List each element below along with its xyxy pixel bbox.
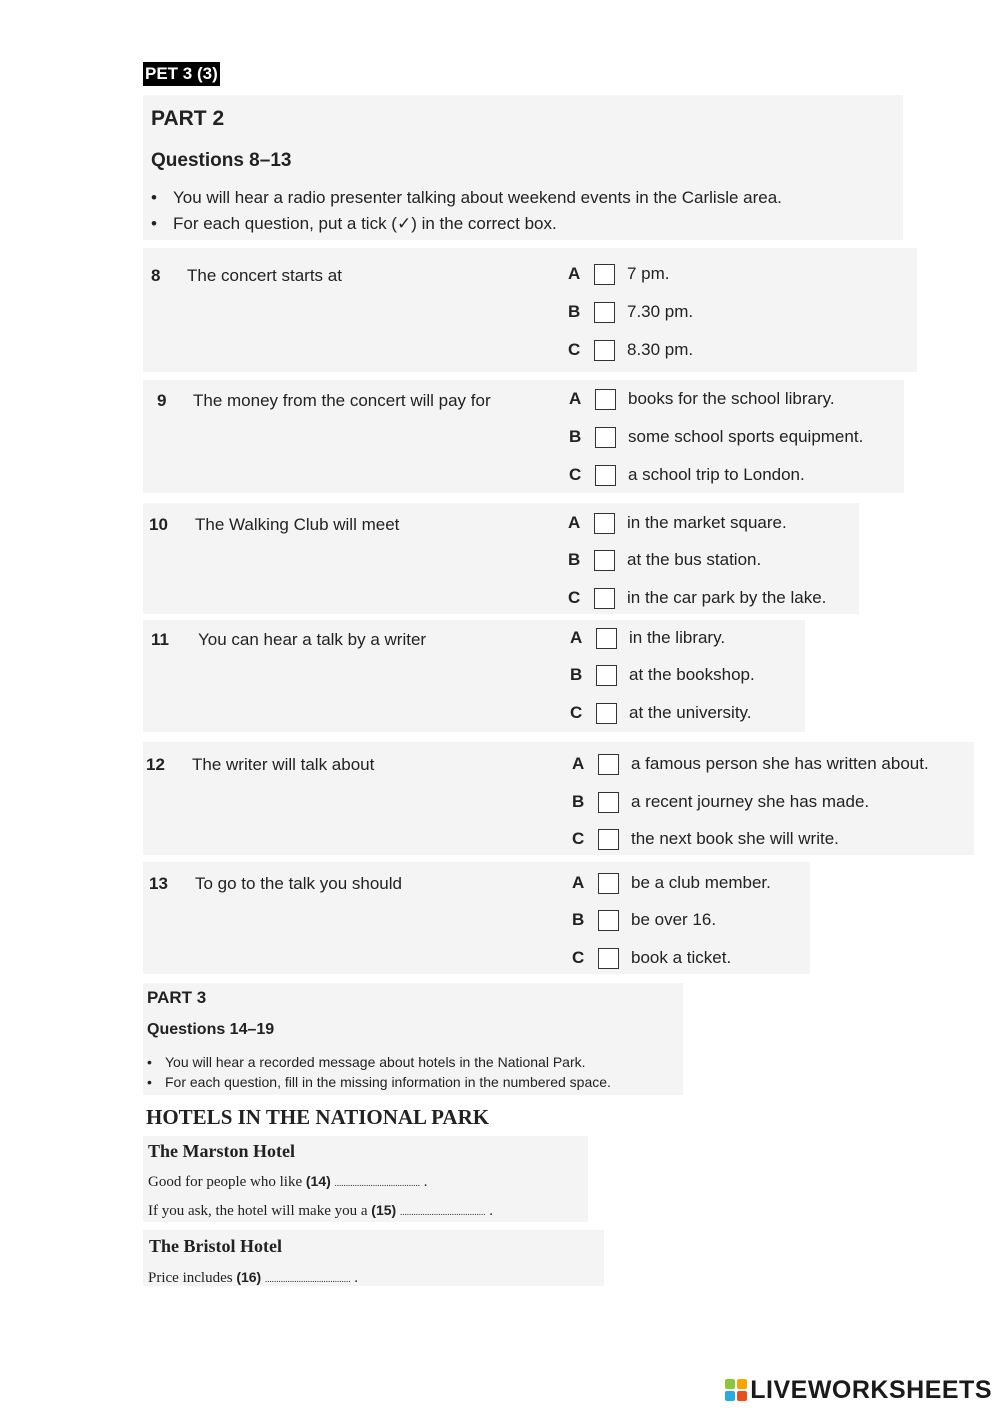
part2-bullet-1: • You will hear a radio presenter talking about weekend events in the Carlisle area. (151, 188, 782, 207)
question-text: The money from the concert will pay for (193, 391, 491, 410)
option-letter: A (572, 754, 585, 773)
tick-box[interactable] (594, 340, 615, 361)
option-text: at the university. (629, 703, 752, 722)
question-number: 10 (149, 515, 168, 534)
part2-questions-range: Questions 8–13 (151, 150, 292, 171)
question-text: To go to the talk you should (195, 874, 402, 893)
option-8a[interactable] (568, 262, 670, 286)
gap-number: (15) (371, 1202, 397, 1218)
option-text: be over 16. (631, 910, 717, 929)
option-letter: B (569, 427, 582, 446)
option-letter: A (569, 389, 582, 408)
part3-title: PART 3 (147, 988, 207, 1007)
option-text: 7.30 pm. (627, 302, 694, 321)
tick-box[interactable] (594, 264, 615, 285)
tick-box[interactable] (595, 465, 616, 486)
option-10b[interactable] (568, 548, 761, 572)
answer-blank-15[interactable]: ...................................... (399, 1207, 486, 1217)
option-letter: B (570, 665, 583, 684)
option-12c[interactable] (572, 827, 839, 851)
option-letter: C (568, 340, 581, 359)
part3-bullet-2: • For each question, fill in the missing information in the numbered space. (147, 1074, 611, 1090)
question-number: 13 (149, 874, 168, 893)
option-text: a famous person she has written about. (631, 754, 929, 773)
option-text: book a ticket. (631, 948, 732, 967)
hotels-heading: HOTELS IN THE NATIONAL PARK (146, 1105, 490, 1129)
option-13a[interactable] (572, 871, 771, 895)
option-9c[interactable] (569, 463, 805, 487)
option-text: the next book she will write. (631, 829, 839, 848)
tick-box[interactable] (598, 754, 619, 775)
option-13c[interactable] (572, 946, 731, 970)
option-11c[interactable] (570, 701, 752, 725)
question-text: The Walking Club will meet (195, 515, 400, 534)
answer-blank-14[interactable]: ...................................... (334, 1178, 421, 1188)
tick-box[interactable] (595, 389, 616, 410)
option-text: books for the school library. (628, 389, 835, 408)
option-8c[interactable] (568, 338, 693, 362)
option-text: at the bus station. (627, 550, 762, 569)
option-13b[interactable] (572, 908, 716, 932)
tick-box[interactable] (596, 703, 617, 724)
part3-bullet-1: • You will hear a recorded message about hotels in the National Park. (147, 1054, 586, 1070)
option-text: be a club member. (631, 873, 771, 892)
option-11a[interactable] (570, 626, 725, 650)
option-8b[interactable] (568, 300, 693, 324)
option-11b[interactable] (570, 663, 755, 687)
gap-number: (16) (236, 1269, 262, 1285)
option-letter: C (572, 948, 585, 967)
option-letter: A (568, 513, 581, 532)
tick-box[interactable] (594, 550, 615, 571)
question-text: The writer will talk about (192, 755, 375, 774)
tick-box[interactable] (594, 302, 615, 323)
part2-bullet-2: • For each question, put a tick (✓) in the correct box. (151, 214, 557, 233)
option-text: 7 pm. (627, 264, 670, 283)
question-number: 9 (157, 391, 167, 410)
bristol-line-16: Price includes (16) ...................................... . (148, 1269, 358, 1286)
gap-number: (14) (305, 1173, 331, 1189)
option-letter: B (572, 792, 585, 811)
option-letter: C (568, 588, 581, 607)
question-text: You can hear a talk by a writer (198, 630, 427, 649)
liveworksheets-logo (725, 1375, 992, 1405)
tick-box[interactable] (598, 873, 619, 894)
option-letter: B (572, 910, 585, 929)
tick-box[interactable] (598, 948, 619, 969)
option-10a[interactable] (568, 511, 787, 535)
option-text: a school trip to London. (628, 465, 805, 484)
option-text: in the market square. (627, 513, 787, 532)
tick-box[interactable] (596, 628, 617, 649)
option-text: some school sports equipment. (628, 427, 864, 446)
option-letter: A (570, 628, 583, 647)
option-text: a recent journey she has made. (631, 792, 870, 811)
question-number: 11 (151, 630, 169, 649)
option-letter: C (569, 465, 582, 484)
answer-blank-16[interactable]: ...................................... (264, 1274, 351, 1284)
part2-title: PART 2 (151, 107, 225, 130)
tick-box[interactable] (596, 665, 617, 686)
option-text: in the car park by the lake. (627, 588, 827, 607)
tick-box[interactable] (598, 792, 619, 813)
part3-questions-range: Questions 14–19 (147, 1021, 275, 1038)
option-text: at the bookshop. (629, 665, 755, 684)
option-12a[interactable] (572, 752, 929, 776)
option-text: in the library. (629, 628, 726, 647)
tick-box[interactable] (598, 829, 619, 850)
option-letter: A (568, 264, 581, 283)
logo-grid-icon (725, 1379, 747, 1401)
option-10c[interactable] (568, 586, 826, 610)
marston-hotel-name: The Marston Hotel (148, 1141, 295, 1161)
marston-line-14: Good for people who like (14) ...................................... . (148, 1173, 428, 1190)
option-9b[interactable] (569, 425, 863, 449)
bristol-hotel-name: The Bristol Hotel (149, 1236, 282, 1256)
option-letter: A (572, 873, 585, 892)
tick-box[interactable] (594, 588, 615, 609)
tick-box[interactable] (594, 513, 615, 534)
option-9a[interactable] (569, 387, 835, 411)
option-12b[interactable] (572, 790, 869, 814)
logo-wordmark: LIVEWORKSHEETS (750, 1375, 992, 1404)
option-letter: C (570, 703, 583, 722)
option-letter: B (568, 550, 581, 569)
worksheet-tag: PET 3 (3) (143, 62, 220, 86)
question-number: 8 (151, 266, 161, 285)
tick-box[interactable] (598, 910, 619, 931)
question-text: The concert starts at (187, 266, 342, 285)
option-text: 8.30 pm. (627, 340, 694, 359)
option-letter: B (568, 302, 581, 321)
option-letter: C (572, 829, 585, 848)
question-number: 12 (146, 755, 165, 774)
marston-line-15: If you ask, the hotel will make you a (15) ...................................... . (148, 1202, 493, 1219)
tick-box[interactable] (595, 427, 616, 448)
